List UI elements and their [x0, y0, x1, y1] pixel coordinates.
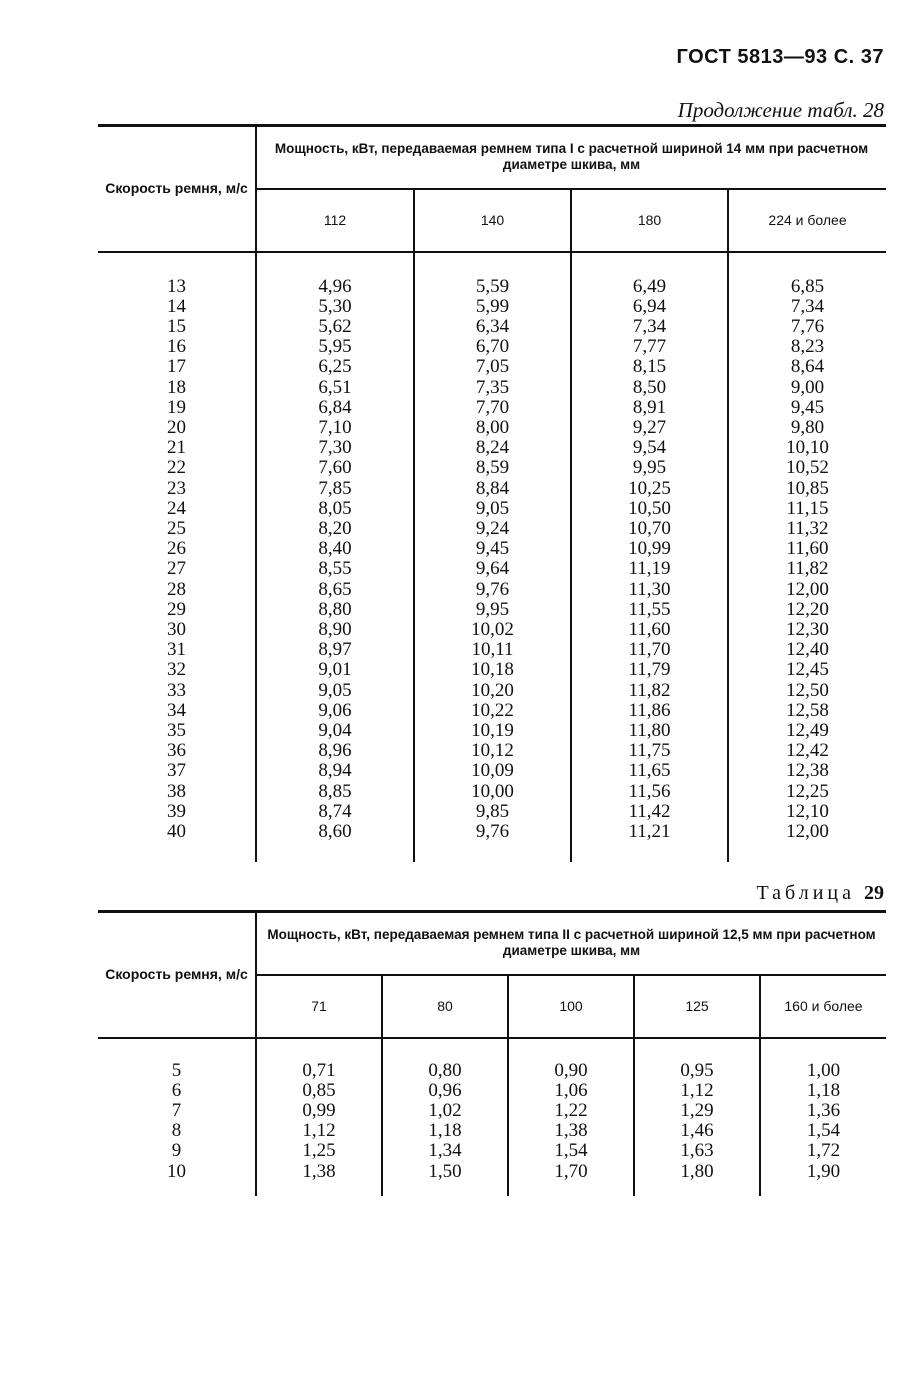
- table-cell: 7,77: [632, 336, 667, 358]
- table28-col-header: 180: [571, 189, 728, 252]
- table-cell: 25: [167, 517, 186, 539]
- table-cell: 0,71: [302, 1059, 336, 1081]
- table-cell: 9,95: [475, 598, 510, 620]
- table-cell: 31: [167, 639, 186, 661]
- table-cell: 1,90: [806, 1160, 841, 1182]
- table28-speed-header: Скорость ремня, м/с: [98, 126, 256, 252]
- table28-value-column: [571, 252, 728, 862]
- table-cell: 7,76: [790, 315, 825, 337]
- table-cell: 7,70: [475, 396, 510, 418]
- table-cell: 7,35: [475, 376, 510, 398]
- table-cell: 10,00: [471, 780, 514, 802]
- table-cell: 8,65: [318, 578, 352, 600]
- table-cell: 37: [167, 760, 186, 782]
- table-cell: 10,70: [628, 517, 671, 539]
- table-cell: 9,24: [475, 517, 510, 539]
- table-cell: 36: [167, 740, 186, 762]
- table-cell: 10,99: [628, 538, 671, 560]
- table-cell: 29: [167, 598, 186, 620]
- table-cell: 9,01: [318, 659, 352, 681]
- table-cell: 10,50: [628, 497, 671, 519]
- table-cell: 15: [167, 315, 186, 337]
- table-cell: 1,18: [806, 1079, 841, 1101]
- table-cell: 11,56: [628, 780, 671, 802]
- table29-caption-word: Таблица: [756, 882, 855, 904]
- table-cell: 8,00: [475, 416, 510, 438]
- table29-value-column: [760, 1038, 886, 1196]
- table-cell: 22: [167, 457, 186, 479]
- table-cell: 10,20: [471, 679, 514, 701]
- table29-col-header: 125: [634, 975, 760, 1038]
- table-cell: 11,60: [786, 538, 829, 560]
- table-cell: 11,65: [628, 760, 671, 782]
- table-cell: 8: [171, 1120, 182, 1142]
- table-cell: 1,38: [302, 1160, 336, 1182]
- table-cell: 16: [167, 336, 186, 358]
- table-cell: 10,52: [786, 457, 829, 479]
- table-cell: 9,05: [475, 497, 510, 519]
- table-cell: 8,55: [318, 558, 352, 580]
- table-cell: 9,06: [318, 699, 352, 721]
- table-cell: 12,49: [786, 719, 829, 741]
- table-cell: 8,59: [475, 457, 510, 479]
- table29-speed-column: [98, 1038, 256, 1196]
- table-cell: 8,23: [790, 336, 825, 358]
- table-cell: 10,09: [471, 760, 514, 782]
- table-cell: 6,49: [632, 275, 667, 297]
- table-cell: 1,38: [554, 1120, 588, 1142]
- table-cell: 5,62: [318, 315, 352, 337]
- table-cell: 11,80: [628, 719, 671, 741]
- table-cell: 6,84: [318, 396, 352, 418]
- table-cell: 9,45: [790, 396, 825, 418]
- table-cell: 0,95: [680, 1059, 714, 1081]
- table29-power-header: Мощность, кВт, передаваемая ремнем типа II с расчетной шириной 12,5 мм при расчетном диаметре шкива, мм: [256, 912, 886, 975]
- table29-caption-number: 29: [864, 882, 884, 904]
- table-cell: 9,76: [475, 820, 510, 842]
- table-cell: 10,18: [471, 659, 514, 681]
- table-cell: 1,72: [806, 1140, 841, 1162]
- table-cell: 40: [167, 820, 186, 842]
- table-cell: 14: [167, 295, 186, 317]
- table-cell: 11,55: [628, 598, 671, 620]
- table-cell: 30: [167, 618, 186, 640]
- table-cell: 0,90: [554, 1059, 588, 1081]
- table-cell: 9,85: [475, 800, 510, 822]
- table-cell: 11,70: [628, 639, 671, 661]
- table-cell: 9,45: [475, 538, 510, 560]
- table-cell: 23: [167, 477, 186, 499]
- table-cell: 10,11: [471, 639, 514, 661]
- table-cell: 1,00: [806, 1059, 841, 1081]
- table-cell: 7: [171, 1099, 182, 1121]
- table-cell: 12,42: [786, 740, 829, 762]
- table-cell: 12,38: [786, 760, 829, 782]
- table29-speed-header: Скорость ремня, м/с: [98, 912, 256, 1038]
- table-cell: 6,51: [318, 376, 352, 398]
- table-cell: 12,00: [786, 578, 829, 600]
- table-cell: 6,70: [475, 336, 510, 358]
- table-cell: 1,22: [554, 1099, 588, 1121]
- table-cell: 19: [167, 396, 186, 418]
- table29-col-header: 80: [382, 975, 508, 1038]
- table-cell: 1,54: [806, 1120, 841, 1142]
- table-cell: 8,97: [318, 639, 352, 661]
- table28-value-column: [728, 252, 886, 862]
- table28-col-header: 224 и более: [728, 189, 886, 252]
- table-cell: 0,99: [302, 1099, 336, 1121]
- table-cell: 27: [167, 558, 186, 580]
- table-cell: 7,34: [632, 315, 667, 337]
- table-cell: 0,85: [302, 1079, 336, 1101]
- table-cell: 28: [167, 578, 186, 600]
- table-cell: 6,34: [475, 315, 510, 337]
- table-cell: 26: [167, 538, 186, 560]
- table-cell: 21: [167, 437, 186, 459]
- table-cell: 1,29: [680, 1099, 714, 1121]
- table-cell: 7,30: [318, 437, 352, 459]
- table-cell: 1,34: [428, 1140, 462, 1162]
- table-cell: 1,80: [680, 1160, 714, 1182]
- table-cell: 12,40: [786, 639, 829, 661]
- table-cell: 9,80: [790, 416, 825, 438]
- table-cell: 10,25: [628, 477, 671, 499]
- table-cell: 8,90: [318, 618, 352, 640]
- table28-col-header: 140: [414, 189, 571, 252]
- table-cell: 0,80: [428, 1059, 462, 1081]
- table-cell: 17: [167, 356, 186, 378]
- table-cell: 1,70: [554, 1160, 588, 1182]
- table-cell: 9: [171, 1140, 182, 1162]
- table-cell: 9,64: [475, 558, 510, 580]
- table-cell: 8,05: [318, 497, 352, 519]
- table28-value-column: [256, 252, 414, 862]
- table-cell: 1,02: [428, 1099, 462, 1121]
- table-cell: 7,05: [475, 356, 510, 378]
- table-cell: 8,50: [632, 376, 667, 398]
- table-cell: 12,58: [786, 699, 829, 721]
- table-cell: 1,54: [554, 1140, 588, 1162]
- table-cell: 12,45: [786, 659, 829, 681]
- table-cell: 11,32: [786, 517, 829, 539]
- table-cell: 12,00: [786, 820, 829, 842]
- table-cell: 11,30: [628, 578, 671, 600]
- table-cell: 7,60: [318, 457, 352, 479]
- table-cell: 9,04: [318, 719, 352, 741]
- table-cell: 4,96: [318, 275, 352, 297]
- table29-value-column: [256, 1038, 382, 1196]
- table-cell: 6: [171, 1079, 182, 1101]
- table-cell: 9,27: [632, 416, 667, 438]
- table-cell: 9,54: [632, 437, 667, 459]
- table29: [98, 910, 886, 1196]
- table-cell: 1,36: [806, 1099, 841, 1121]
- table-cell: 10: [167, 1160, 186, 1182]
- table29-value-column: [508, 1038, 634, 1196]
- table-cell: 1,50: [428, 1160, 462, 1182]
- table-cell: 11,15: [786, 497, 829, 519]
- table-cell: 8,40: [318, 538, 352, 560]
- table-cell: 7,85: [318, 477, 352, 499]
- table-cell: 32: [167, 659, 186, 681]
- table-cell: 8,94: [318, 760, 352, 782]
- table28-caption: Продолжение табл. 28: [677, 98, 884, 122]
- table-cell: 10,22: [471, 699, 514, 721]
- page-header: ГОСТ 5813—93 С. 37: [676, 46, 884, 68]
- table-cell: 39: [167, 800, 186, 822]
- table-cell: 5,95: [318, 336, 352, 358]
- table-cell: 12,10: [786, 800, 829, 822]
- table-cell: 12,20: [786, 598, 829, 620]
- table-cell: 1,46: [680, 1120, 714, 1142]
- table-cell: 9,05: [318, 679, 352, 701]
- table-cell: 11,86: [628, 699, 671, 721]
- table-cell: 9,76: [475, 578, 510, 600]
- table-cell: 6,25: [318, 356, 352, 378]
- table-cell: 11,19: [628, 558, 671, 580]
- table-cell: 24: [167, 497, 186, 519]
- table-cell: 1,25: [302, 1140, 336, 1162]
- table-cell: 35: [167, 719, 186, 741]
- table-cell: 8,20: [318, 517, 352, 539]
- table-cell: 6,85: [790, 275, 825, 297]
- table-cell: 8,64: [790, 356, 825, 378]
- table-cell: 1,12: [680, 1079, 714, 1101]
- table-cell: 11,42: [628, 800, 671, 822]
- table-cell: 12,50: [786, 679, 829, 701]
- table-cell: 18: [167, 376, 186, 398]
- table-cell: 0,96: [428, 1079, 462, 1101]
- table-cell: 8,91: [632, 396, 667, 418]
- table-cell: 11,82: [628, 679, 671, 701]
- table29-value-column: [634, 1038, 760, 1196]
- table29-caption: [756, 882, 884, 905]
- table-cell: 1,12: [302, 1120, 336, 1142]
- table-cell: 10,02: [471, 618, 514, 640]
- table-cell: 34: [167, 699, 186, 721]
- table28: [98, 124, 886, 862]
- table29-value-column: [382, 1038, 508, 1196]
- table29-col-header: 160 и более: [760, 975, 886, 1038]
- table-cell: 9,95: [632, 457, 667, 479]
- table-cell: 8,96: [318, 740, 352, 762]
- table-cell: 5: [171, 1059, 182, 1081]
- table-cell: 10,85: [786, 477, 829, 499]
- table-cell: 1,06: [554, 1079, 588, 1101]
- table-cell: 38: [167, 780, 186, 802]
- table-cell: 9,00: [790, 376, 825, 398]
- table-cell: 20: [167, 416, 186, 438]
- table-cell: 5,59: [475, 275, 510, 297]
- table-cell: 11,21: [628, 820, 671, 842]
- table-cell: 11,60: [628, 618, 671, 640]
- table-cell: 8,24: [475, 437, 510, 459]
- table-cell: 8,74: [318, 800, 352, 822]
- table-cell: 8,60: [318, 820, 352, 842]
- table-cell: 8,84: [475, 477, 510, 499]
- table29-col-header: 71: [256, 975, 382, 1038]
- table-cell: 7,34: [790, 295, 825, 317]
- table29-col-header: 100: [508, 975, 634, 1038]
- table-cell: 10,19: [471, 719, 514, 741]
- table-cell: 5,30: [318, 295, 352, 317]
- table28-value-column: [414, 252, 571, 862]
- table-cell: 8,85: [318, 780, 352, 802]
- table-cell: 1,63: [680, 1140, 714, 1162]
- table-cell: 11,82: [786, 558, 829, 580]
- table-cell: 11,79: [628, 659, 671, 681]
- table-cell: 12,30: [786, 618, 829, 640]
- table28-power-header: Мощность, кВт, передаваемая ремнем типа I с расчетной шириной 14 мм при расчетном диаметре шкива, мм: [256, 126, 886, 189]
- table-cell: 8,15: [632, 356, 667, 378]
- table-cell: 13: [167, 275, 186, 297]
- table-cell: 8,80: [318, 598, 352, 620]
- table-cell: 5,99: [475, 295, 510, 317]
- table-cell: 11,75: [628, 740, 671, 762]
- table-cell: 7,10: [318, 416, 352, 438]
- table-cell: 6,94: [632, 295, 667, 317]
- table-cell: 1,18: [428, 1120, 462, 1142]
- table-cell: 10,10: [786, 437, 829, 459]
- table28-col-header: 112: [256, 189, 414, 252]
- table-cell: 33: [167, 679, 186, 701]
- table-cell: 12,25: [786, 780, 829, 802]
- table-cell: 10,12: [471, 740, 514, 762]
- table28-speed-column: [98, 252, 256, 862]
